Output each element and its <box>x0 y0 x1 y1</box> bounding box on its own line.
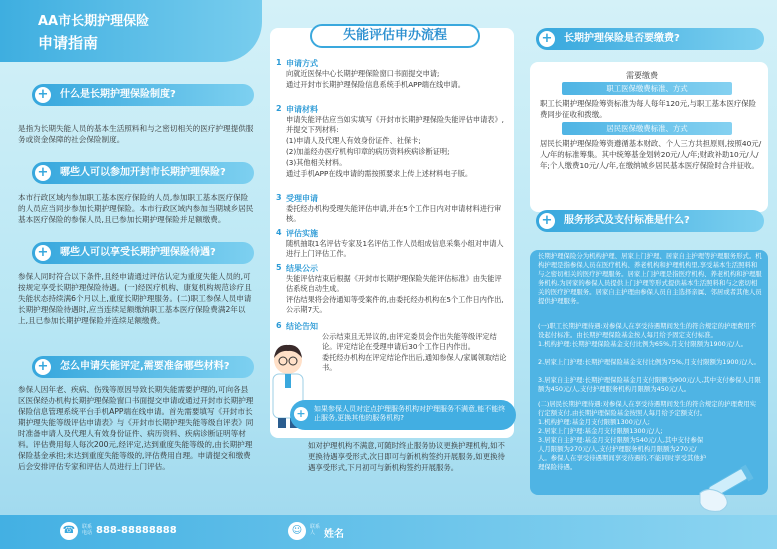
step-head: 结果公示 <box>286 264 318 273</box>
plus-icon: + <box>539 31 555 47</box>
step-line: 向就近医保中心长期护理保险窗口书面提交申请; <box>286 69 440 78</box>
plus-icon: + <box>35 165 51 181</box>
middle-column <box>262 0 522 549</box>
person-icon: ☺ <box>288 522 306 540</box>
section-title-who-can-join: + 哪些人可以参加开封市长期护理保险? <box>32 162 254 184</box>
resident-benefit-text: (二)居民长期护理待遇:对参保人在享受待遇期间发生的符合规定的护理费用实行定额支付,由长期护理保险基金按照人每月给予定额支付。 <box>538 400 757 417</box>
resident-benefit-c: 3.居家自主护理:基金月支付限额为540元/人,其中支付参保人月限额为270元/人,支付护理服务机构月限额为270元/人。参保人在享受待遇期间享受待遇的,不能同时享受其他护理保险待遇。 <box>538 436 707 471</box>
employee-standard-text: 职工长期护理保险筹资标准为每人每年120元,与职工基本医疗保险费同步征收和拨缴。 <box>540 99 757 119</box>
step-line: 申请失能评估应当如实填写《开封市长期护理保险失能评估申请表》,并提交下列材料: <box>286 115 504 134</box>
resident-benefit-b: 2.居家上门护理:基金月支付限额1300元/人; <box>538 427 663 435</box>
section-text-who-can-join: 本市行政区域内参加职工基本医疗保险的人员,参加职工基本医疗保险的人员应当同步参加长期护理保险。本市行政区域内参加当期城乡居民基本医疗保险的参保人员,且已参加长期护理保险并足额缴费。 <box>18 193 254 224</box>
step-number: 4 <box>276 228 282 237</box>
step-number: 1 <box>276 58 282 67</box>
employee-benefit-c: 3.居家自主护理:长期护理保险基金月支付限额为900元/人,其中支付参保人月限额为450元/人,支付护理服务机构月限额为450元/人。 <box>538 376 761 393</box>
header-subtitle: 申请指南 <box>38 34 99 52</box>
step-line: 公示结束且无异议的,由评定委员会作出失能等级评定结论。评定结论在受理申请后30个工作日内作出。 <box>322 332 497 351</box>
section-text-who-can-enjoy: 参保人同时符合以下条件,且经申请通过评估认定为重度失能人员的,可按规定享受长期护理保险待遇。(一)经医疗机构、康复机构规范诊疗且失能状态持续满6个月以上,重度长期护理服务。(二)职工参保人员申请长期护理保险待遇时,应当连续足额缴纳职工基本医疗保险费满2年以上,且已参加长期护理保险并连续足额缴费。 <box>18 272 252 325</box>
step-number: 6 <box>276 321 282 330</box>
employee-benefit-a: 1.机构护理:长期护理保险基金支付比例为65%,月支付限额为1900元/人。 <box>538 340 748 348</box>
step-line: 随机抽取1名评估专家及1名评估工作人员组成信息采集小组对申请人进行上门评估工作。 <box>286 239 504 258</box>
resident-benefit-a: 1.机构护理:基金月支付限额1300元/人; <box>538 418 650 426</box>
phone-label: 联系 电话 <box>82 524 93 536</box>
contact-name: 姓名 <box>324 529 344 540</box>
footer-bar <box>0 515 777 549</box>
step-head: 评估实施 <box>286 229 318 238</box>
step-line: 失能评估结束后根据《开封市长期护理保险失能评估标准》由失能评估系统自动生成。 <box>286 274 502 293</box>
name-label: 联系 人 <box>310 524 321 536</box>
step-number: 5 <box>276 263 282 272</box>
section-text-how-to-apply: 参保人因年老、疾病、伤残等原因导致长期失能需要护理的,可向各县区医保经办机构长期护理保险窗口书面提交申请或通过开封市长期护理保险信息管理系统平台手机APP端在线申请。首先需要填写《开封市长期护理失能等级评估申请表》与《开封市长期护理失能等级自评表》同时准备申请人及代理人有效身份证件、病历资料、疾病诊断证明等材料。评估费用每人每次200元,经评定,达到重度失能等级的,由长期护理保险基金承担;未达到重度失能等级的,评估费用自理。申请提交和缴费后会安排评估专家和评估人员进行上门评估。 <box>18 385 254 471</box>
plus-icon: + <box>35 87 51 103</box>
plus-icon: + <box>294 407 308 421</box>
step-number: 3 <box>276 193 282 202</box>
tag-employee-standard: 职工医保缴费标准、方式 <box>562 82 732 95</box>
section-title-how-to-apply: + 怎么申请失能评定,需要准备哪些材料? <box>32 356 254 378</box>
section-title-payment: + 长期护理保险是否要缴费? <box>536 28 764 50</box>
step-number: 2 <box>276 104 282 113</box>
step-line: 评估结果将会待通知等受案件的,由委托经办机构在5个工作日内作出,公示期7天。 <box>286 295 504 314</box>
step-head: 申请方式 <box>286 59 318 68</box>
step-head: 申请材料 <box>286 105 318 114</box>
step-line: 通过开封市长期护理保险信息系统手机APP端在线申请。 <box>286 80 465 89</box>
step-line: 通过手机APP在线申请的需按照要求上传上述材料电子版。 <box>286 169 473 178</box>
note-question-banner: + 如果参保人员对定点护理服务机构对护理服务不满意,能不能终止服务,更换其他的服务机构? <box>290 400 516 430</box>
plus-icon: + <box>539 213 555 229</box>
step-line: (2)加盖经办医疗机构印章的病历资料疾病诊断证明; <box>286 147 450 156</box>
step-line: 委托经办机构受理失能评估申请,并在5个工作日内对申请材料进行审核。 <box>286 204 502 223</box>
note-answer: 如对护理机构不满意,可随时终止服务协议更换护理机构,如不更换待遇享受形式,次日即可与新机构签约开展服务,如更换待遇享受形式,下月初可与新机构签约开展服务。 <box>308 441 505 472</box>
phone-icon: ☎ <box>60 522 78 540</box>
step-line: 委托经办机构在评定结论作出后,通知参保人/家属领取结论书。 <box>322 353 507 372</box>
process-title: 失能评估申办流程 <box>310 24 480 48</box>
step-head: 结论告知 <box>286 322 318 331</box>
header-banner <box>0 0 262 62</box>
step-line: (1)申请人及代理人有效身份证件、社保卡; <box>286 136 421 145</box>
step-head: 受理申请 <box>286 194 318 203</box>
syringe-illustration <box>690 455 770 515</box>
left-column <box>0 0 262 549</box>
employee-benefit-b: 2.居家上门护理:长期护理保险基金支付比例为75%,月支付限额为1900元/人。 <box>538 358 760 366</box>
section-title-service-forms: + 服务形式及支付标准是什么? <box>536 210 764 232</box>
step-line: (3)其他相关材料。 <box>286 158 347 167</box>
payment-required: 需要缴费 <box>626 71 658 80</box>
header-title: AA市长期护理保险 <box>38 14 150 29</box>
employee-benefit-text: (一)职工长期护理待遇:对参保人在享受待遇期间发生的符合规定的护理费用不设起付标准。由长期护理保险基金按人每月给予固定支付标准。 <box>538 322 757 339</box>
service-text: 长期护理保险分为机构护理、居家上门护理、居家自主护理等护理服务形式。机构护理是指参保人员在医疗机构、养老机构和护理机构里,享受基本生活照料和与之密切相关的医疗护理服务。居家上门护理是指医疗机构、养老机构和护理服务机构,为居家的参保人员提供上门护理等形式提供基本生活照料和与之密切相关的医疗护理服务。居家自主护理由参保人员自主选择亲属、邻居或者其他人员提供护理服务。 <box>538 252 762 305</box>
section-text-what-is: 是指为长期失能人员的基本生活照料和与之密切相关的医疗护理提供服务或资金保障的社会保险制度。 <box>18 124 254 144</box>
section-title-who-can-enjoy: + 哪些人可以享受长期护理保险待遇? <box>32 242 254 264</box>
tag-resident-standard: 居民医保缴费标准、方式 <box>562 122 732 135</box>
plus-icon: + <box>35 245 51 261</box>
phone-number: 888-88888888 <box>96 525 177 536</box>
plus-icon: + <box>35 359 51 375</box>
section-title-what-is: + 什么是长期护理保险制度? <box>32 84 254 106</box>
resident-standard-text: 居民长期护理保险筹资遵循基本财政、个人三方共担原则,按照40元/人/年的标准筹集。其中统筹基金划转20元/人/年;财政补助10元/人/年;个人缴费10元/人/年,在缴纳城乡居民基本医疗保险时合并征收。 <box>540 139 762 170</box>
